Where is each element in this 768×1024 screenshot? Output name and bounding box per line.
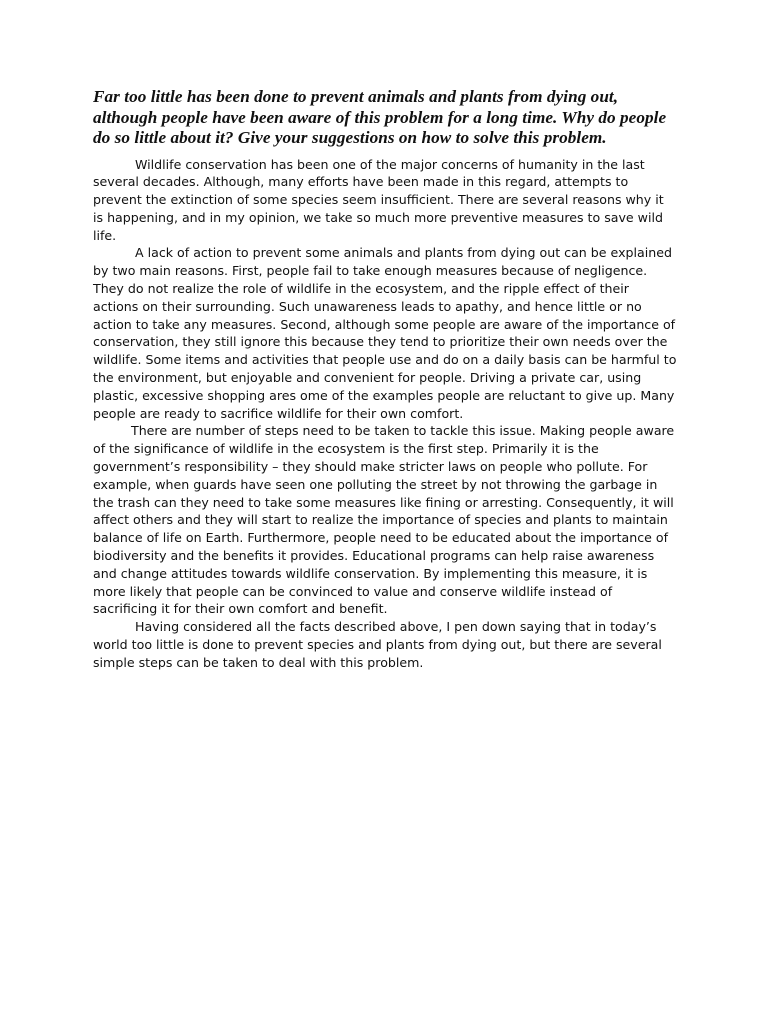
paragraph-solutions: There are number of steps need to be taken to tackle this issue. Making people aware of the significance of wildlife in the ecosystem is the first step. Primarily it is the government’s responsibility – they should make stricter laws on people who pollute. For example, when guards have seen one polluting the street by not throwing the garbage in the trash can they need to take some measures like fining or arresting. Consequently, it will affect others and they will start to realize the importance of species and plants to maintain balance of life on Earth. Furthermore, people need to be educated about the importance of biodiversity and the benefits it provides. Educational programs can help raise awareness and change attitudes towards wildlife conservation. By implementing this measure, it is more likely that people can be convinced to value and conserve wildlife instead of sacrificing it for their own comfort and benefit. — [93, 423, 675, 617]
paragraph-reasons: A lack of action to prevent some animals and plants from dying out can be explained by two main reasons. First, people fail to take enough measures because of negligence. They do not realize the role of wildlife in the ecosystem, and the ripple effect of their actions on their surrounding. Such unawareness leads to apathy, and hence little or no action to take any measures. Second, although some people are aware of the importance of conservation, they still ignore this because they tend to prioritize their own needs over the wildlife. Some items and activities that people use and do on a daily basis can be harmful to the environment, but enjoyable and convenient for people. Driving a private car, using plastic, excessive shopping ares ome of the examples people are reluctant to give up. Many people are ready to sacrifice wildlife for their own comfort. — [93, 245, 677, 421]
paragraph-introduction: Wildlife conservation has been one of the major concerns of humanity in the last several decades. Although, many efforts have been made in this regard, attempts to prevent the extinction of some species seem insufficient. There are several reasons why it is happening, and in my opinion, we take so much more preventive measures to save wild life. — [93, 156, 664, 243]
essay-body — [93, 87, 677, 672]
paragraph-conclusion: Having considered all the facts described above, I pen down saying that in today’s world too little is done to prevent species and plants from dying out, but there are several simple steps can be taken to deal with this problem. — [93, 619, 662, 670]
essay-prompt: Far too little has been done to prevent animals and plants from dying out, although people have been aware of this problem for a long time. Why do people do so little about it? Give your suggestions on how to solve this problem. — [93, 87, 667, 147]
